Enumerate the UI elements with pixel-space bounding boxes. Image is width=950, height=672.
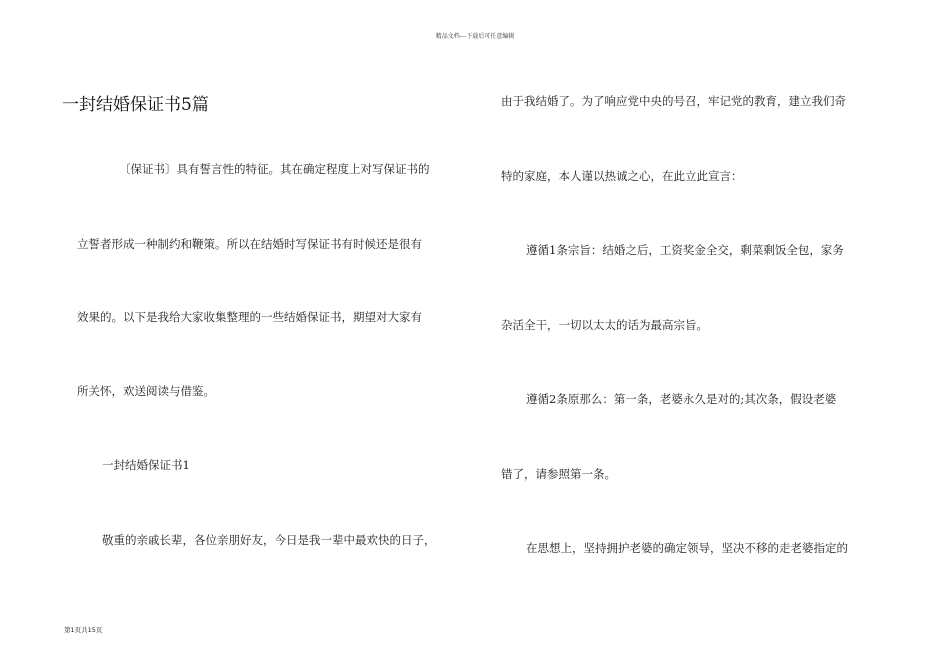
section-heading: 一封结婚保证书1 — [102, 458, 190, 472]
right-paragraph-line: 由于我结婚了。为了响应党中央的号召，牢记党的教育，建立我们奇 — [501, 94, 846, 108]
right-paragraph-line: 遵循2条原那么：第一条，老婆永久是对的;其次条，假设老婆 — [526, 392, 837, 406]
right-paragraph-line: 错了，请参照第一条。 — [501, 467, 616, 481]
right-paragraph-line: 特的家庭，本人谨以热诚之心，在此立此宣言： — [501, 169, 743, 183]
right-paragraph-line: 在思想上，坚持拥护老婆的确定领导，坚决不移的走老婆指定的 — [526, 541, 848, 555]
left-paragraph-line: 所关怀，欢送阅读与借鉴。 — [77, 384, 215, 398]
left-paragraph-line: 立誓者形成一种制约和鞭策。所以在结婚时写保证书有时候还是很有 — [77, 237, 422, 251]
page-header: 精品文档---下载后可任意编辑 — [435, 33, 515, 40]
left-paragraph-line: 〔保证书〕具有誓言性的特征。其在确定程度上对写保证书的 — [119, 162, 430, 176]
document-title: 一封结婚保证书5篇 — [62, 95, 209, 115]
left-paragraph-line: 效果的。以下是我给大家收集整理的一些结婚保证书，期望对大家有 — [77, 310, 422, 324]
left-paragraph-line: 敬重的亲戚长辈，各位亲朋好友，今日是我一辈中最欢快的日子， — [102, 533, 436, 547]
page-footer: 第1页共15页 — [64, 626, 103, 634]
right-paragraph-line: 杂活全干，一切以太太的话为最高宗旨。 — [501, 318, 708, 332]
right-paragraph-line: 遵循1条宗旨：结婚之后，工资奖金全交，剩菜剩饭全包，家务 — [526, 243, 844, 257]
